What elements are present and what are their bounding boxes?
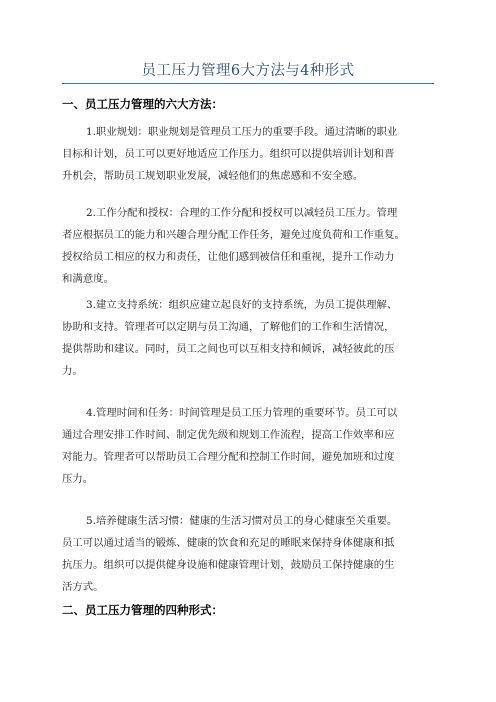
paragraph-healthy-habits <box>62 510 440 598</box>
paragraph-line: 者应根据员工的能力和兴趣合理分配工作任务，避免过度负荷和工作重复。 <box>62 229 405 241</box>
paragraph-time-management <box>62 402 440 490</box>
section-heading: 一、员工压力管理的六大方法： <box>62 97 223 111</box>
paragraph-line: 2.工作分配和授权：合理的工作分配和授权可以减轻员工压力。管理 <box>86 207 398 219</box>
paragraph-line: 协助和支持。管理者可以定期与员工沟通，了解他们的工作和生活情况， <box>62 321 395 333</box>
paragraph-line: 提供帮助和建议。同时，员工之间也可以互相支持和倾诉，减轻彼此的压 <box>62 343 395 355</box>
document-title: 员工压力管理6大方法与4种形式 <box>141 63 355 79</box>
paragraph-line: 授权给员工相应的权力和责任，让他们感到被信任和重视，提升工作动力 <box>62 251 395 263</box>
paragraph-line: 员工可以通过适当的锻炼、健康的饮食和充足的睡眠来保持身体健康和抵 <box>62 537 395 549</box>
paragraph-line: 1.职业规划：职业规划是管理员工压力的重要手段。通过清晰的职业 <box>86 126 398 138</box>
paragraph-line: 和满意度。 <box>62 273 114 285</box>
paragraph-career-planning <box>62 121 440 187</box>
paragraph-line: 力。 <box>62 365 83 377</box>
section-heading: 二、员工压力管理的四种形式： <box>62 603 223 617</box>
paragraph-support-system <box>62 294 440 382</box>
paragraph-line: 3.建立支持系统：组织应建立起良好的支持系统，为员工提供理解、 <box>86 299 398 311</box>
paragraph-line: 压力。 <box>62 473 94 485</box>
paragraph-line: 升机会，帮助员工规划职业发展，减轻他们的焦虑感和不安全感。 <box>62 170 364 182</box>
paragraph-work-allocation <box>62 202 440 290</box>
paragraph-line: 4.管理时间和任务：时间管理是员工压力管理的重要环节。员工可以 <box>86 407 398 419</box>
paragraph-line: 目标和计划，员工可以更好地适应工作压力。组织可以提供培训计划和晋 <box>62 148 395 160</box>
paragraph-line: 活方式。 <box>62 581 104 593</box>
paragraph-line: 通过合理安排工作时间、制定优先级和规划工作流程，提高工作效率和应 <box>62 429 395 441</box>
paragraph-line: 对能力。管理者可以帮助员工合理分配和控制工作时间，避免加班和过度 <box>62 451 395 463</box>
paragraph-line: 抗压力。组织可以提供健身设施和健康管理计划，鼓励员工保持健康的生 <box>62 559 395 571</box>
paragraph-line: 5.培养健康生活习惯：健康的生活习惯对员工的身心健康至关重要。 <box>86 515 398 527</box>
title-underline <box>62 83 434 84</box>
